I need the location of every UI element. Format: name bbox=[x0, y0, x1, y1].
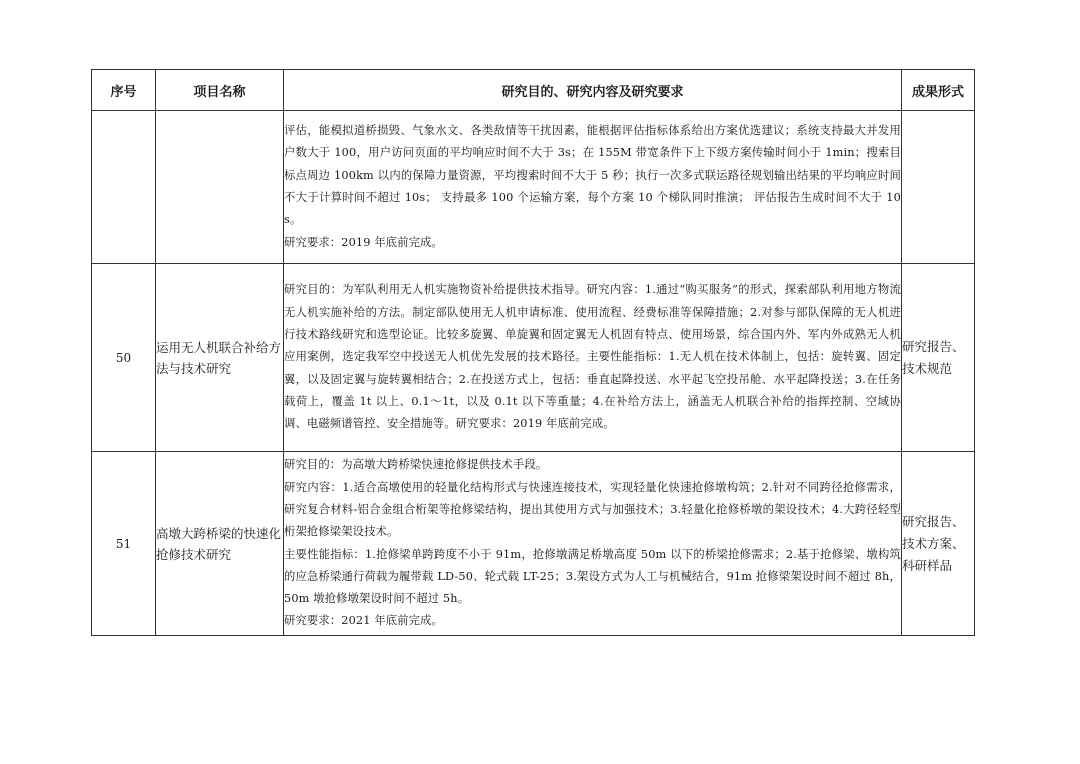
project-table bbox=[91, 69, 975, 636]
content-paragraph: 研究要求：2019 年底前完成。 bbox=[284, 235, 444, 249]
header-name: 项目名称 bbox=[156, 70, 284, 111]
content-paragraph: 研究目的：为高墩大跨桥梁快速抢修提供技术手段。 bbox=[284, 458, 548, 472]
row-content bbox=[284, 264, 902, 452]
row-content bbox=[284, 452, 902, 636]
content-paragraph: 研究目的：为军队利用无人机实施物资补给提供技术指导。研究内容：1.通过“购买服务”的形式，探索部队利用地方物流无人机实施补给的方法。制定部队使用无人机申请标准、使用流程、经费标准等保障措施；2.对参与部队保障的无人机进行技术路线研究和选型论证。比较多旋翼、单旋翼和固定翼无人机固有特点、使用场景，综合国内外、军内外成熟无人机应用案例，选定我军空中投送无人机优先发展的技术路径。主要性能指标：1.无人机在技术体制上，包括：旋转翼、固定翼，以及固定翼与旋转翼相结合；2.在投送方式上，包括：垂直起降投送、水平起飞空投吊舱、水平起降投送；3.在任务载荷上，覆盖 1t 以上、0.1～1t，以及 0.1t 以下等重量；4.在补给方法上，涵盖无人机联合补给的指挥控制、空域协调、电磁频谱管控、安全措施等。研究要求：2019 年底前完成。 bbox=[284, 283, 901, 431]
row-result: 研究报告、技术方案、科研样品 bbox=[902, 452, 975, 636]
content-paragraph: 主要性能指标：1.抢修梁单跨跨度不小于 91m，抢修墩满足桥墩高度 50m 以下的桥梁抢修需求；2.基于抢修梁、墩构筑的应急桥梁通行荷载为履带载 LD-50、轮式载 LT-25；3.架设方式为人工与机械结合，91m 抢修梁架设时间不超过 8h，50m 墩抢修墩架设时间不超过 5h。 bbox=[284, 547, 901, 606]
row-result bbox=[902, 111, 975, 264]
row-content bbox=[284, 111, 902, 264]
row-project-name bbox=[156, 111, 284, 264]
content-paragraph: 研究内容：1.适合高墩使用的轻量化结构形式与快速连接技术，实现轻量化快速抢修墩构筑；2.针对不同跨径抢修需求，研究复合材料-铝合金组合桁架等抢修梁结构，提出其使用方式与加强技术；3.轻量化抢修桥墩的架设技术；4.大跨径轻型桁架抢修梁架设技术。 bbox=[284, 480, 901, 539]
content-paragraph: 评估，能模拟道桥损毁、气象水文、各类敌情等干扰因素，能根据评估指标体系给出方案优选建议；系统支持最大并发用户数大于 100，用户访问页面的平均响应时间不大于 3s；在 155M 带宽条件下上下级方案传输时间小于 1min；搜索目标点周边 100km 以内的保障力量资源，平均搜索时间不大于 5 秒；执行一次多式联运路径规划输出结果的平均响应时间不大于计算时间不超过 10s； 支持最多 100 个运输方案，每个方案 10 个梯队同时推演； 评估报告生成时间不大于 10s。 bbox=[284, 124, 901, 227]
header-content: 研究目的、研究内容及研究要求 bbox=[284, 70, 902, 111]
row-result: 研究报告、技术规范 bbox=[902, 264, 975, 452]
row-seq: 51 bbox=[92, 452, 156, 636]
row-seq: 50 bbox=[92, 264, 156, 452]
content-paragraph: 研究要求：2021 年底前完成。 bbox=[284, 614, 444, 628]
header-seq: 序号 bbox=[92, 70, 156, 111]
header-result: 成果形式 bbox=[902, 70, 975, 111]
header-row bbox=[92, 70, 975, 111]
row-project-name: 高墩大跨桥梁的快速化抢修技术研究 bbox=[156, 452, 284, 636]
table-row bbox=[92, 264, 975, 452]
table-row bbox=[92, 452, 975, 636]
table-row bbox=[92, 111, 975, 264]
row-project-name: 运用无人机联合补给方法与技术研究 bbox=[156, 264, 284, 452]
row-seq bbox=[92, 111, 156, 264]
